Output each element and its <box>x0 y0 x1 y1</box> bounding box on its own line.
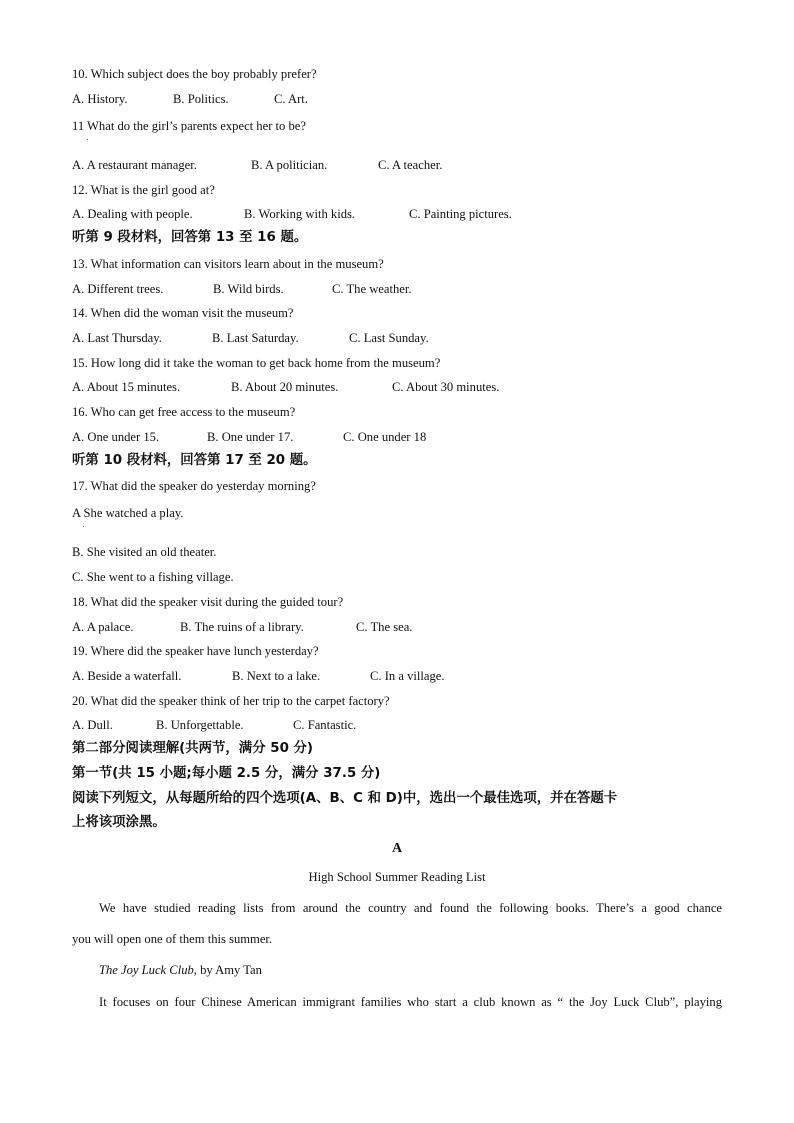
option-a: A. History. <box>72 92 128 106</box>
stray-dot <box>87 139 88 140</box>
question-17-option-b: B. She visited an old theater. <box>72 545 217 559</box>
option-b: B. About 20 minutes. <box>231 380 339 394</box>
question-17-option-c: C. She went to a fishing village. <box>72 570 234 584</box>
question-14-options <box>72 330 429 346</box>
option-b: B. Wild birds. <box>213 282 284 296</box>
question-10-options <box>72 91 308 107</box>
option-c: C. One under 18 <box>343 430 427 444</box>
intro-paragraph-line-2: you will open one of them this summer. <box>72 932 273 946</box>
option-a: A. One under 15. <box>72 430 160 444</box>
option-c: C. In a village. <box>370 669 445 683</box>
question-19-options <box>72 668 445 684</box>
option-b: B. The ruins of a library. <box>180 620 304 634</box>
option-c: C. The sea. <box>356 620 413 634</box>
question-20-options <box>72 717 356 733</box>
question-15: 15. How long did it take the woman to get back home from the museum? <box>72 356 441 370</box>
option-a: A. Dull. <box>72 718 113 732</box>
question-13-options <box>72 281 412 297</box>
option-b: B. Politics. <box>173 92 229 106</box>
question-14: 14. When did the woman visit the museum? <box>72 306 294 320</box>
question-15-options <box>72 379 499 395</box>
option-b: B. Unforgettable. <box>156 718 244 732</box>
question-11: 11 What do the girl’s parents expect her to be? <box>72 119 306 133</box>
question-16: 16. Who can get free access to the museum? <box>72 405 296 419</box>
option-c: C. Fantastic. <box>293 718 357 732</box>
question-12-options <box>72 206 512 222</box>
question-17-option-a: A She watched a play. <box>72 506 184 520</box>
option-b: B. A politician. <box>251 158 328 172</box>
option-c: C. Last Sunday. <box>349 331 429 345</box>
passage-title: High School Summer Reading List <box>308 870 486 884</box>
question-18-options <box>72 619 412 635</box>
intro-paragraph-line-1: We have studied reading lists from around the country and found the following books. There’s a good chance <box>99 901 722 915</box>
question-19: 19. Where did the speaker have lunch yesterday? <box>72 644 319 658</box>
option-a: A. About 15 minutes. <box>72 380 181 394</box>
option-b: B. Working with kids. <box>244 207 356 221</box>
option-b: B. Last Saturday. <box>212 331 299 345</box>
question-12: 12. What is the girl good at? <box>72 183 215 197</box>
option-c: C. Art. <box>274 92 308 106</box>
option-a: A. Last Thursday. <box>72 331 162 345</box>
reading-section-title: 第一节(共 15 小题;每小题 2.5 分，满分 37.5 分) <box>72 766 381 781</box>
book-1-title: The Joy Luck Club <box>99 963 194 977</box>
option-a: A. Different trees. <box>72 282 164 296</box>
book-1-description: It focuses on four Chinese American immigrant families who start a club known as “ the Joy Luck Club”, playing <box>99 995 722 1009</box>
option-a: A. Dealing with people. <box>72 207 193 221</box>
question-17: 17. What did the speaker do yesterday morning? <box>72 479 316 493</box>
option-a: A. A restaurant manager. <box>72 158 197 172</box>
option-c: C. A teacher. <box>378 158 443 172</box>
question-20: 20. What did the speaker think of her trip to the carpet factory? <box>72 694 390 708</box>
option-a: A. A palace. <box>72 620 134 634</box>
reading-instruction-line-1: 阅读下列短文，从每题所给的四个选项(A、B、C 和 D)中，选出一个最佳选项，并在答题卡 <box>72 791 618 806</box>
section-10-heading: 听第 10 段材料，回答第 17 至 20 题。 <box>72 453 317 468</box>
reading-instruction-line-2: 上将该项涂黑。 <box>72 815 166 830</box>
book-1-author: , by Amy Tan <box>193 963 262 977</box>
question-13: 13. What information can visitors learn about in the museum? <box>72 257 384 271</box>
book-1-heading <box>99 962 262 978</box>
option-c: C. About 30 minutes. <box>392 380 500 394</box>
option-b: B. Next to a lake. <box>232 669 321 683</box>
question-11-options <box>72 157 442 173</box>
reading-part-title: 第二部分阅读理解(共两节，满分 50 分) <box>72 741 314 756</box>
question-16-options <box>72 429 426 445</box>
option-c: C. The weather. <box>332 282 412 296</box>
option-b: B. One under 17. <box>207 430 294 444</box>
question-18: 18. What did the speaker visit during the guided tour? <box>72 595 344 609</box>
question-10: 10. Which subject does the boy probably prefer? <box>72 67 317 81</box>
section-9-heading: 听第 9 段材料，回答第 13 至 16 题。 <box>72 230 308 245</box>
option-a: A. Beside a waterfall. <box>72 669 182 683</box>
stray-dot <box>83 526 84 527</box>
option-c: C. Painting pictures. <box>409 207 512 221</box>
passage-letter: A <box>391 841 403 856</box>
